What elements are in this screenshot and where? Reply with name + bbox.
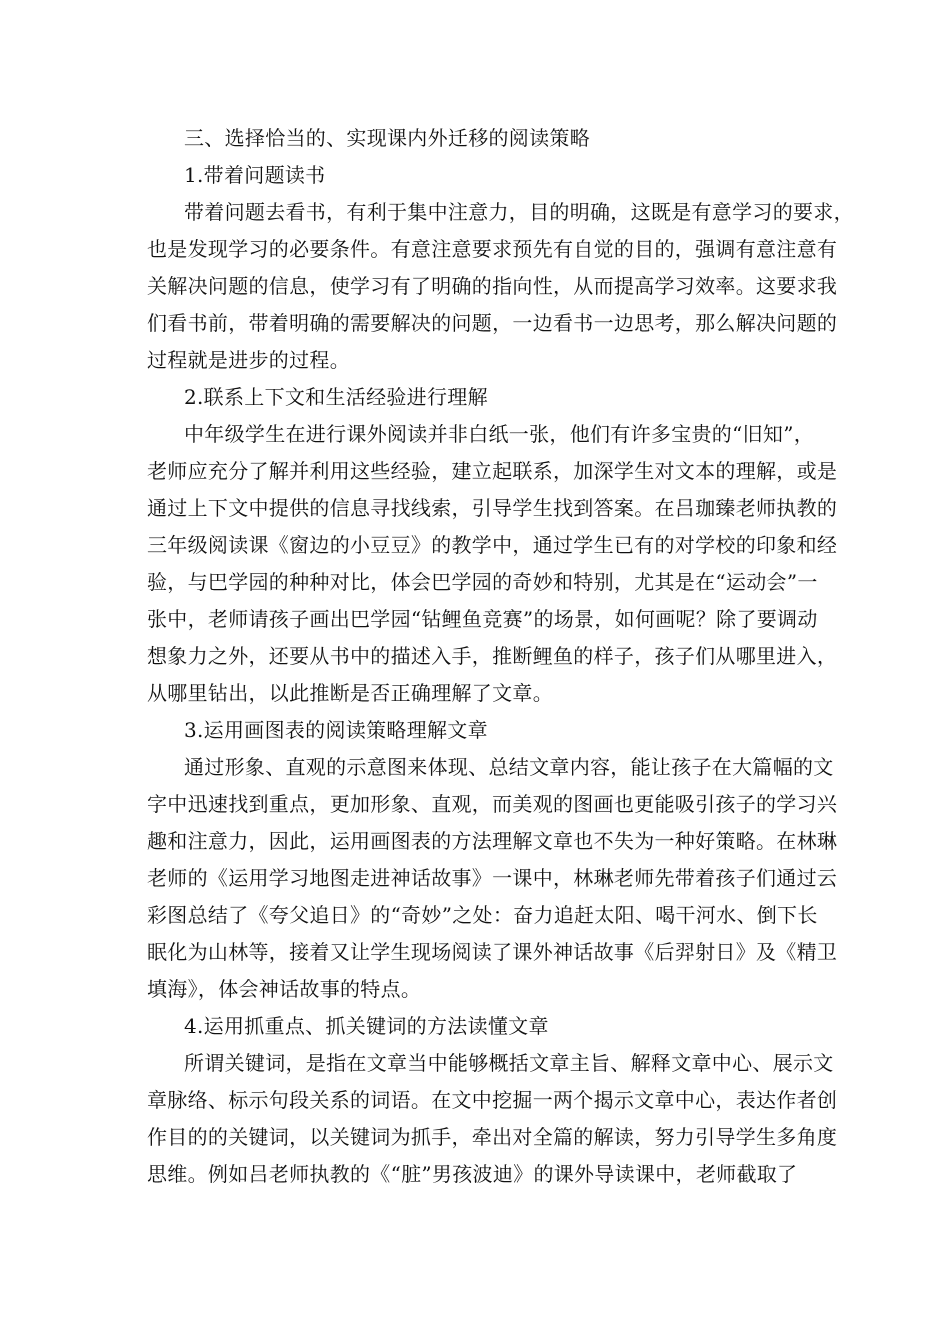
paragraph-2-line: 中年级学生在进行课外阅读并非白纸一张，他们有许多宝贵的“旧知”， xyxy=(184,422,815,446)
paragraph-1-line: 也是发现学习的必要条件。有意注意要求预先有自觉的目的，强调有意注意有 xyxy=(147,237,838,261)
paragraph-3-line: 彩图总结了《夸父追日》的“奇妙”之处：奋力追赶太阳、喝干河水、倒下长 xyxy=(147,903,818,927)
paragraph-2-line: 三年级阅读课《窗边的小豆豆》的教学中，通过学生已有的对学校的印象和经 xyxy=(147,533,838,557)
paragraph-3-line: 老师的《运用学习地图走进神话故事》一课中，林琳老师先带着孩子们通过云 xyxy=(147,866,838,890)
paragraph-3-line: 通过形象、直观的示意图来体现、总结文章内容，能让孩子在大篇幅的文 xyxy=(184,755,834,779)
subsection-1-title: 1.带着问题读书 xyxy=(184,163,326,187)
paragraph-2-line: 从哪里钻出，以此推断是否正确理解了文章。 xyxy=(147,681,553,705)
paragraph-2-line: 老师应充分了解并利用这些经验，建立起联系，加深学生对文本的理解，或是 xyxy=(147,459,838,483)
paragraph-3-line: 填海》，体会神话故事的特点。 xyxy=(147,977,422,1001)
subsection-2-title: 2.联系上下文和生活经验进行理解 xyxy=(184,385,488,409)
paragraph-3-line: 趣和注意力，因此，运用画图表的方法理解文章也不失为一种好策略。在林琳 xyxy=(147,829,838,853)
subsection-3-title: 3.运用画图表的阅读策略理解文章 xyxy=(184,718,488,742)
paragraph-2-line: 张中，老师请孩子画出巴学园“钻鲤鱼竞赛”的场景，如何画呢？除了要调动 xyxy=(147,607,818,631)
paragraph-1-line: 关解决问题的信息，使学习有了明确的指向性，从而提高学习效率。这要求我 xyxy=(147,274,838,298)
paragraph-1-line: 带着问题去看书，有利于集中注意力，目的明确，这既是有意学习的要求， xyxy=(184,200,854,224)
paragraph-1-line: 们看书前，带着明确的需要解决的问题，一边看书一边思考，那么解决问题的 xyxy=(147,311,838,335)
paragraph-4-line: 章脉络、标示句段关系的词语。在文中挖掘一两个揭示文章中心，表达作者创 xyxy=(147,1088,838,1112)
paragraph-4-line: 思维。例如吕老师执教的《“脏”男孩波迪》的课外导读课中，老师截取了 xyxy=(147,1162,798,1186)
paragraph-4-line: 作目的的关键词，以关键词为抓手，牵出对全篇的解读，努力引导学生多角度 xyxy=(147,1125,838,1149)
paragraph-2-line: 想象力之外，还要从书中的描述入手，推断鲤鱼的样子，孩子们从哪里进入， xyxy=(147,644,838,668)
paragraph-3-line: 字中迅速找到重点，更加形象、直观，而美观的图画也更能吸引孩子的学习兴 xyxy=(147,792,838,816)
paragraph-4-line: 所谓关键词，是指在文章当中能够概括文章主旨、解释文章中心、展示文 xyxy=(184,1051,834,1075)
document-body xyxy=(147,120,854,1193)
paragraph-3-line: 眠化为山林等，接着又让学生现场阅读了课外神话故事《后羿射日》及《精卫 xyxy=(147,940,838,964)
paragraph-1-line: 过程就是进步的过程。 xyxy=(147,348,350,372)
subsection-4-title: 4.运用抓重点、抓关键词的方法读懂文章 xyxy=(184,1014,549,1038)
section-heading: 三、选择恰当的、实现课内外迁移的阅读策略 xyxy=(184,126,590,150)
paragraph-2-line: 通过上下文中提供的信息寻找线索，引导学生找到答案。在吕珈臻老师执教的 xyxy=(147,496,838,520)
paragraph-2-line: 验，与巴学园的种种对比，体会巴学园的奇妙和特别，尤其是在“运动会”一 xyxy=(147,570,818,594)
